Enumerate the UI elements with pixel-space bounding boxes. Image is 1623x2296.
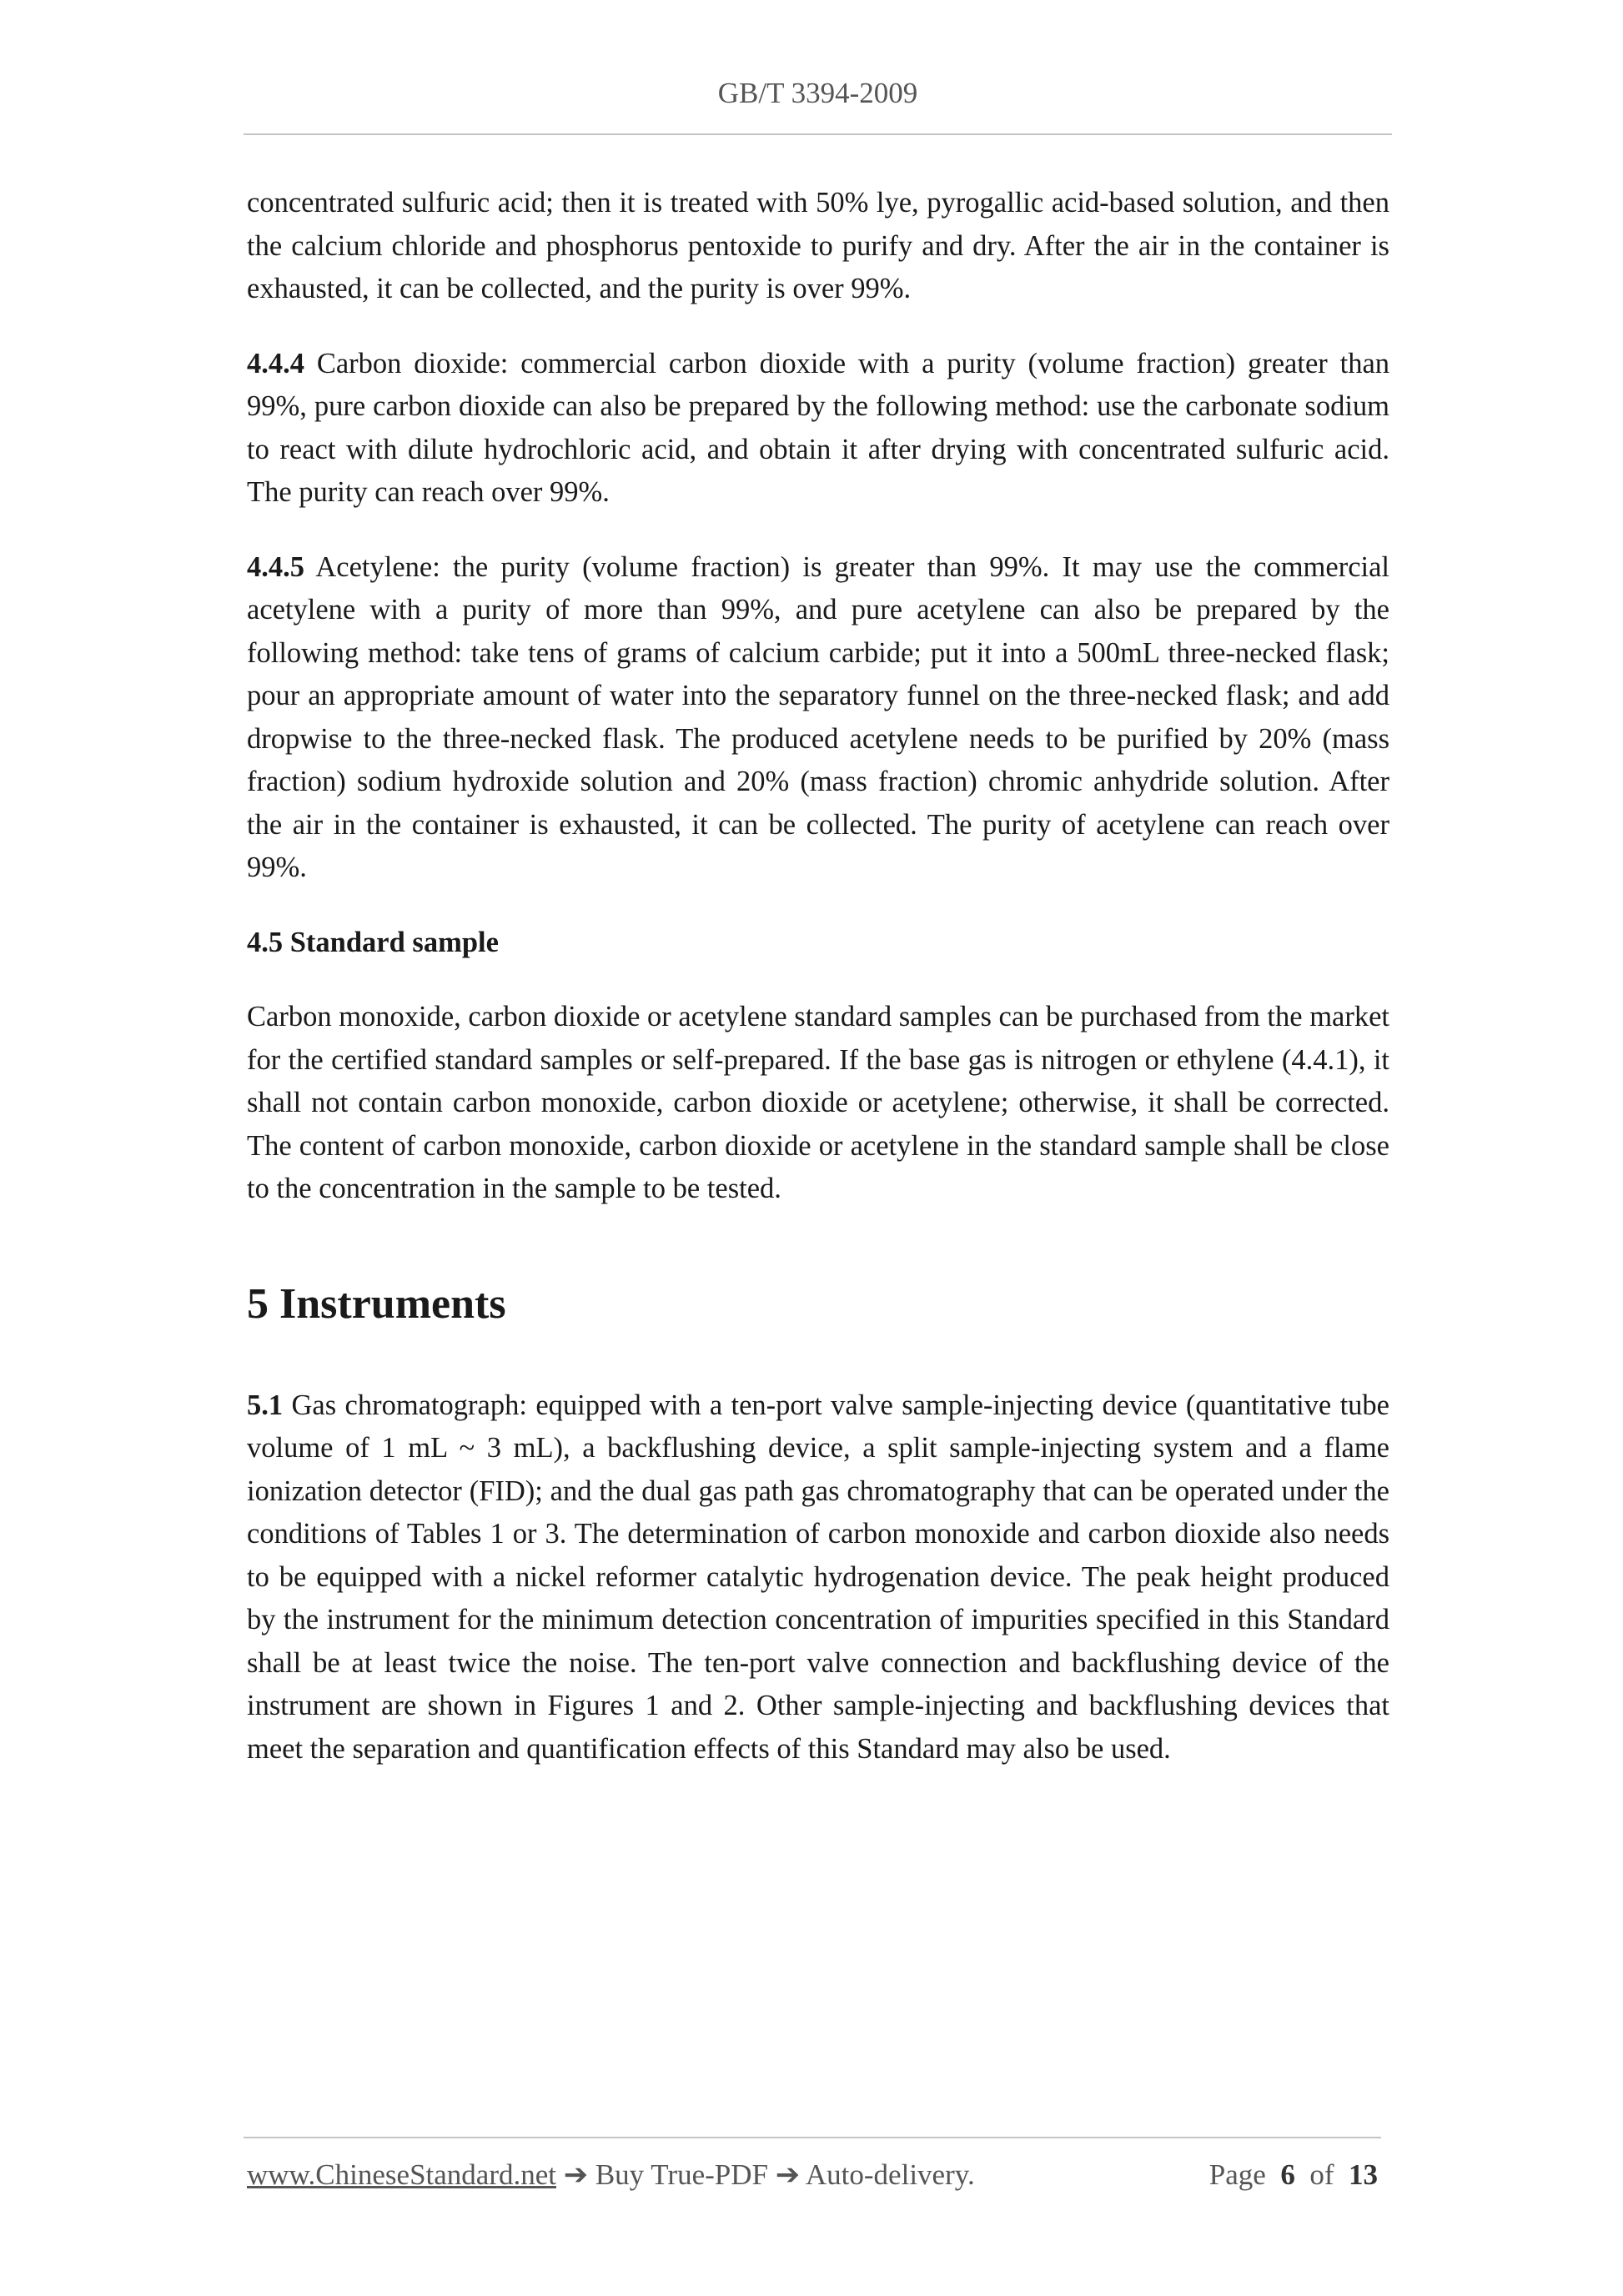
- site-link[interactable]: www.ChineseStandard.net: [247, 2158, 556, 2191]
- buy-text: Buy True-PDF: [595, 2158, 768, 2191]
- arrow-right-icon: ➔: [563, 2158, 589, 2191]
- delivery-text: Auto-delivery.: [805, 2158, 975, 2191]
- clause-4-4-5: [247, 546, 1389, 890]
- paragraph-standard-sample: Carbon monoxide, carbon dioxide or acetylene standard samples can be purchased from the market for the certified standard samples or self-prepared. If the base gas is nitrogen or ethylene (4.4.1), it shall not contain carbon monoxide, carbon dioxide or acetylene; otherwise, it shall be corrected. The content of carbon monoxide, carbon dioxide or acetylene in the standard sample shall be close to the concentration in the sample to be tested.: [247, 1001, 1389, 1204]
- clause-text: Acetylene: the purity (volume fraction) is greater than 99%. It may use the commercial acetylene with a purity of more than 99%, and pure acetylene can also be prepared by the following method: take tens of grams of calcium carbide; put it into a 500mL three-necked flask; pour an appropriate amount of water into the separatory funnel on the three-necked flask; and add dropwise to the three-necked flask. The produced acetylene needs to be purified by 20% (mass fraction) sodium hydroxide solution and 20% (mass fraction) chromic anhydride solution. After the air in the container is exhausted, it can be collected. The purity of acetylene can reach over 99%.: [247, 550, 1389, 883]
- page-label: Page: [1208, 2158, 1266, 2191]
- running-header: GB/T 3394-2009: [717, 77, 918, 109]
- page-total: 13: [1349, 2158, 1378, 2191]
- clause-text: Carbon dioxide: commercial carbon dioxide with a purity (volume fraction) greater than 99%, pure carbon dioxide can also be prepared by the following method: use the carbonate sodium to react with dilute hydrochloric acid, and obtain it after drying with concentrated sulfuric acid. The purity can reach over 99%.: [247, 347, 1390, 508]
- clause-number: 5.1: [247, 1389, 284, 1421]
- clause-5-1: [247, 1384, 1389, 1771]
- clause-number: 4.4.5: [247, 550, 304, 583]
- heading-4-5: 4.5 Standard sample: [247, 926, 499, 958]
- clause-text: Gas chromatograph: equipped with a ten-port valve sample-injecting device (quantitative tube volume of 1 mL ~ 3 mL), a backflushing device, a split sample-injecting system and a flame ionization detector (FID); and the dual gas path gas chromatography that can be operated under the conditions of Tables 1 or 3. The determination of carbon monoxide and carbon dioxide also needs to be equipped with a nickel reformer catalytic hydrogenation device. The peak height produced by the instrument for the minimum detection concentration of impurities specified in this Standard shall be at least twice the noise. The ten-port valve connection and backflushing device of the instrument are shown in Figures 1 and 2. Other sample-injecting and backflushing devices that meet the separation and quantification effects of this Standard may also be used.: [247, 1389, 1389, 1765]
- page-current: 6: [1280, 2158, 1295, 2191]
- footer-promo: [247, 2158, 975, 2192]
- footer-divider: [244, 2137, 1381, 2138]
- page-number: [1209, 2158, 1378, 2192]
- header-divider: [244, 133, 1392, 135]
- arrow-right-icon: ➔: [775, 2158, 801, 2191]
- clause-4-4-4: [247, 343, 1389, 515]
- clause-number: 4.4.4: [247, 347, 304, 379]
- paragraph-continued: concentrated sulfuric acid; then it is treated with 50% lye, pyrogallic acid-based solution, and then the calcium chloride and phosphorus pentoxide to purify and dry. After the air in the container is exhausted, it can be collected, and the purity is over 99%.: [247, 187, 1389, 304]
- page-of: of: [1309, 2158, 1334, 2191]
- section-heading-instruments: 5 Instruments: [247, 1279, 506, 1328]
- document-body: [247, 182, 1389, 1802]
